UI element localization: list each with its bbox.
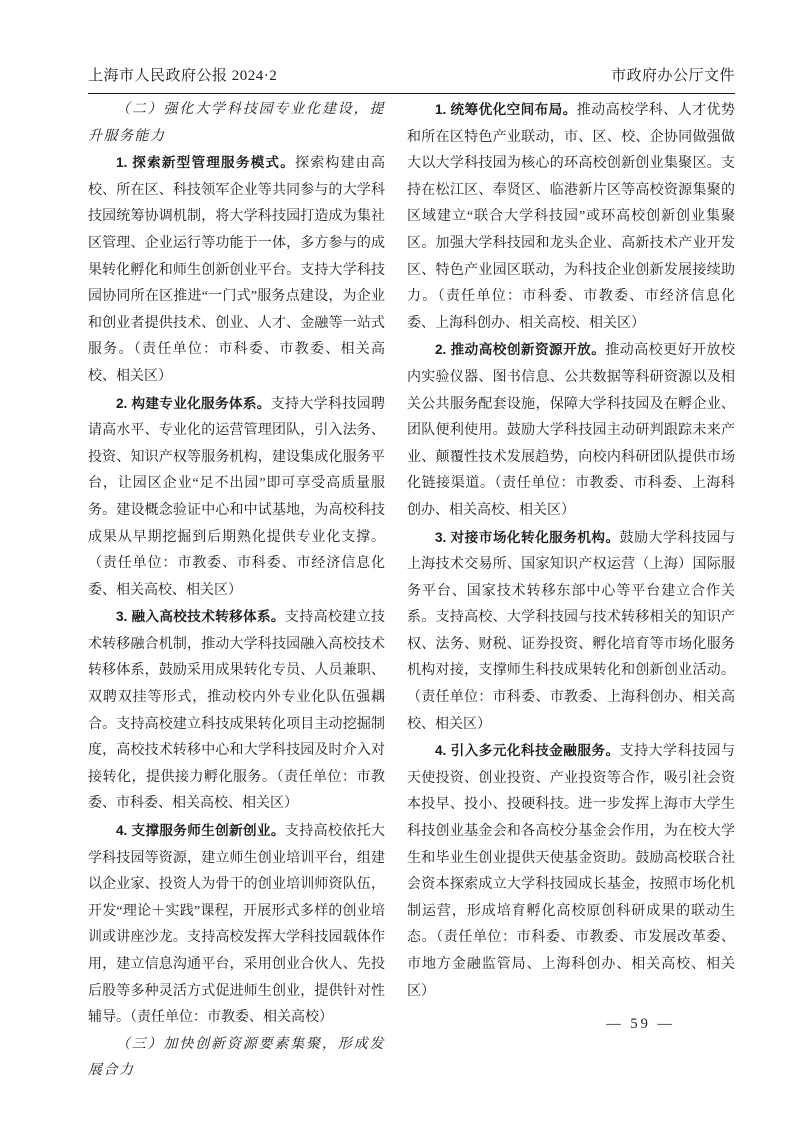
item-lead: 4. 引入多元化科技金融服务。 — [435, 743, 620, 759]
item-body: 支持大学科技园聘请高水平、专业化的运营管理团队，引入法务、投资、知识产权等服务机构，建设集成化服务平台，让园区企业“足不出园”即可享受高质量服务。建设概念验证中心和中试基地，为高校科技成果从早期挖掘到后期熟化提供专业化支撑。（责任单位：市教委、市科委、市经济信息化委、相关高校、相关区） — [88, 396, 385, 598]
item-lead: 3. 融入高校技术转移体系。 — [116, 609, 285, 625]
item-lead: 1. 探索新型管理服务模式。 — [116, 155, 296, 171]
paragraph-right-item-2 — [407, 337, 735, 524]
item-lead: 2. 推动高校创新资源开放。 — [435, 342, 606, 358]
item-body: 支持高校依托大学科技园等资源，建立师生创业培训平台，组建以企业家、投资人为骨干的创业培训师资队伍，开发“理论＋实践”课程，开展形式多样的创业培训或讲座沙龙。支持高校发挥大学科技园载体作用，建立信息沟通平台，采用创业合伙人、先投后股等多种灵活方式促进师生创业，提供针对性辅导。（责任单位：市教委、相关高校） — [88, 824, 385, 1026]
header-section-label: 市政府办公厅文件 — [610, 68, 735, 84]
paragraph-left-item-1 — [88, 150, 385, 390]
subsection-heading-three: （三）加快创新资源要素集聚，形成发展合力 — [88, 1036, 385, 1079]
page-header — [88, 64, 735, 85]
item-lead: 1. 统筹优化空间布局。 — [435, 102, 577, 117]
item-body: 探索构建由高校、所在区、科技领军企业等共同参与的大学科技园统筹协调机制，将大学科技园打造成为集社区管理、企业运行等功能于一体，多方参与的成果转化孵化和师生创新创业平台。支持大学科技园协同所在区推进“一门式”服务点建设，为企业和创业者提供技术、创业、人才、金融等一站式服务。（责任单位：市科委、市教委、相关高校、相关区） — [88, 156, 385, 384]
right-column — [407, 97, 735, 1085]
item-lead: 2. 构建专业化服务体系。 — [116, 395, 271, 411]
text-columns — [88, 97, 735, 1085]
item-body: 鼓励大学科技园与上海技术交易所、国家知识产权运营（上海）国际服务平台、国家技术转移东部中心等平台建立合作关系。支持高校、大学科技园与技术转移相关的知识产权、法务、财税、证券投资、孵化培育等市场化服务机构对接，支撑师生科技成果转化和创新创业活动。（责任单位：市科委、市教委、上海科创办、相关高校、相关区） — [407, 530, 735, 732]
page-number: — 59 — — [606, 1016, 675, 1032]
item-body: 支持高校建立技术转移融合机制，推动大学科技园融入高校技术转移体系，鼓励采用成果转化专员、人员兼职、双聘双挂等形式，推动校内外专业化队伍强耦合。支持高校建立科技成果转化项目主动挖掘制度，高校技术转移中心和大学科技园及时介入对接转化，提供接力孵化服务。（责任单位：市教委、市科委、相关高校、相关区） — [88, 610, 385, 812]
subsection-heading-two: （二）强化大学科技园专业化建设，提升服务能力 — [88, 102, 385, 144]
item-body: 推动高校学科、人才优势和所在区特色产业联动，市、区、校、企协同做强做大以大学科技园为核心的环高校创新创业集聚区。支持在松江区、奉贤区、临港新片区等高校资源集聚的区域建立“联合大学科技园”或环高校创新创业集聚区。加强大学科技园和龙头企业、高新技术产业开发区、特色产业园区联动，为科技企业创新发展接续助力。（责任单位：市科委、市教委、市经济信息化委、上海科创办、相关高校、相关区） — [407, 103, 735, 331]
item-lead: 3. 对接市场化转化服务机构。 — [435, 529, 620, 545]
paragraph-right-item-1 — [407, 97, 735, 337]
paragraph-left-item-3 — [88, 604, 385, 818]
item-body: 支持大学科技园与天使投资、创业投资、产业投资等合作，吸引社会资本投早、投小、投硬科技。进一步发挥上海市大学生科技创业基金会和各高校分基金会作用，为在校大学生和毕业生创业提供天使基金资助。鼓励高校联合社会资本探索成立大学科技园成长基金，按照市场化机制运营，形成培育孵化高校原创科研成果的联动生态。（责任单位：市科委、市教委、市发展改革委、市地方金融监管局、上海科创办、相关高校、相关区） — [407, 744, 735, 999]
paragraph-right-item-3 — [407, 525, 735, 739]
paragraph-left-item-2 — [88, 391, 385, 605]
left-column — [88, 97, 385, 1085]
paragraph-left-item-4 — [88, 818, 385, 1032]
gazette-title: 上海市人民政府公报 2024·2 — [88, 68, 278, 84]
item-body: 推动高校更好开放校内实验仪器、图书信息、公共数据等科研资源以及相关公共服务配套设施，保障大学科技园及在孵企业、团队便利使用。鼓励大学科技园主动研判跟踪未来产业、颠覆性技术发展趋势，向校内科研团队提供市场化链接渠道。（责任单位：市教委、市科委、上海科创办、相关高校、相关区） — [407, 343, 736, 518]
paragraph-right-item-4 — [407, 738, 735, 1005]
item-lead: 4. 支撑服务师生创新创业。 — [116, 823, 285, 839]
header-rule — [88, 93, 735, 94]
